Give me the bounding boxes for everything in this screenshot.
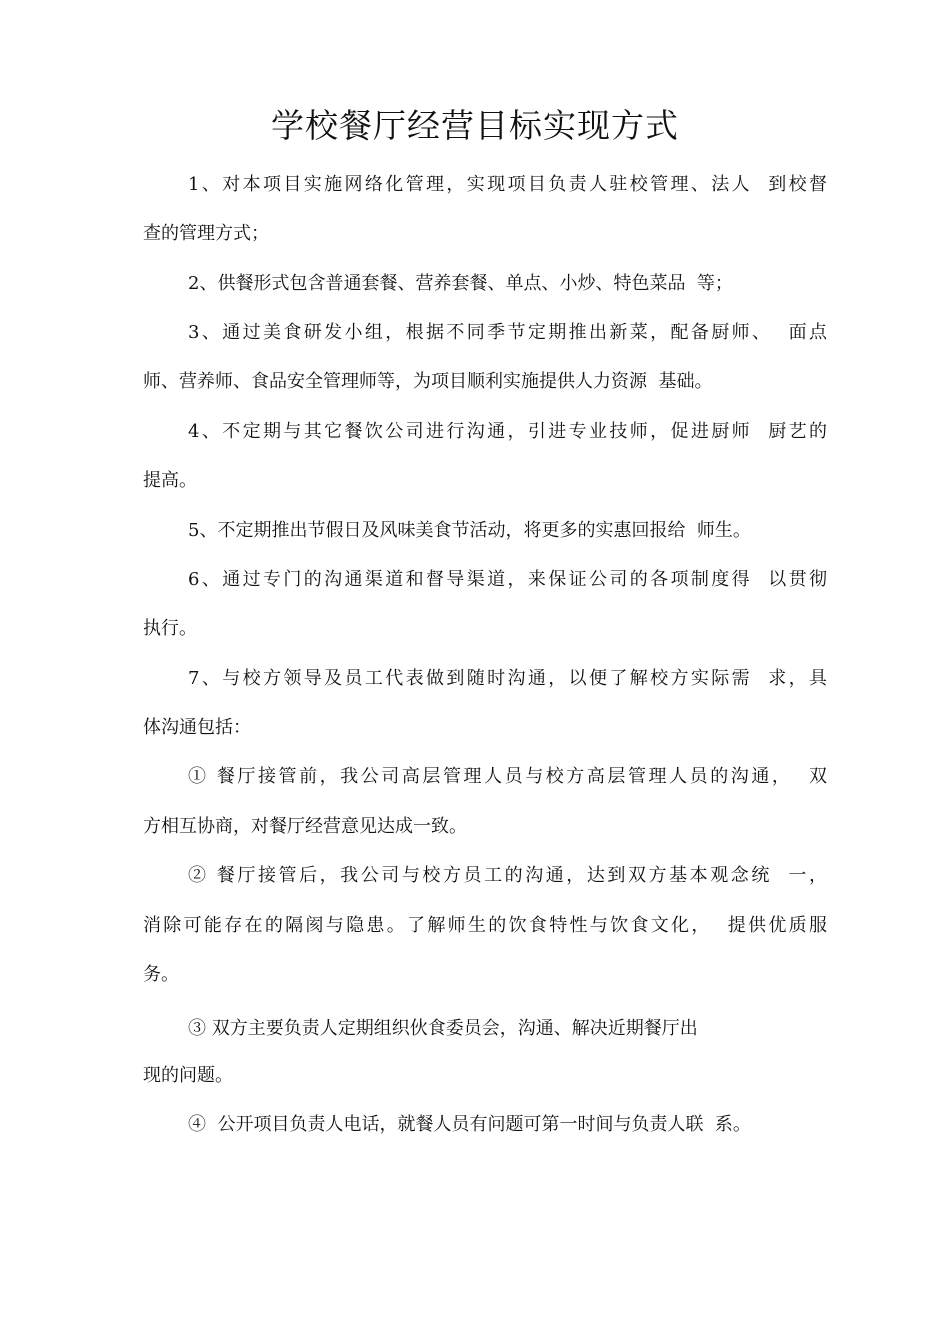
paragraph-line: 体沟通包括：: [143, 717, 251, 738]
paragraph-line: 4、不定期与其它餐饮公司进行沟通，引进专业技师，促进厨师 厨艺的: [188, 421, 827, 442]
paragraph-line: ③ 双方主要负责人定期组织伙食委员会，沟通、解决近期餐厅出: [188, 1018, 698, 1039]
paragraph-line: 务。: [143, 964, 179, 985]
paragraph-line: ④ 公开项目负责人电话，就餐人员有问题可第一时间与负责人联 系。: [188, 1114, 751, 1135]
paragraph-line: 现的问题。: [143, 1065, 233, 1086]
paragraph-line: ② 餐厅接管后，我公司与校方员工的沟通，达到双方基本观念统 一，: [188, 865, 827, 886]
paragraph-line: ① 餐厅接管前，我公司高层管理人员与校方高层管理人员的沟通， 双: [188, 766, 827, 787]
document-title: 学校餐厅经营目标实现方式: [271, 106, 679, 145]
paragraph-line: 2、供餐形式包含普通套餐、营养套餐、单点、小炒、特色菜品 等；: [188, 273, 733, 294]
paragraph-line: 5、不定期推出节假日及风味美食节活动，将更多的实惠回报给 师生。: [188, 520, 751, 541]
paragraph-line: 查的管理方式；: [143, 223, 269, 244]
paragraph-line: 提高。: [143, 470, 197, 491]
paragraph-line: 1、对本项目实施网络化管理，实现项目负责人驻校管理、法人 到校督: [188, 174, 827, 195]
paragraph-line: 7、与校方领导及员工代表做到随时沟通，以便了解校方实际需 求，具: [188, 668, 827, 689]
paragraph-line: 消除可能存在的隔阂与隐患。了解师生的饮食特性与饮食文化， 提供优质服: [143, 915, 827, 936]
paragraph-line: 执行。: [143, 618, 197, 639]
paragraph-line: 6、通过专门的沟通渠道和督导渠道，来保证公司的各项制度得 以贯彻: [188, 569, 827, 590]
paragraph-line: 方相互协商，对餐厅经营意见达成一致。: [143, 816, 467, 837]
paragraph-line: 3、通过美食研发小组，根据不同季节定期推出新菜，配备厨师、 面点: [188, 322, 827, 343]
paragraph-line: 师、营养师、食品安全管理师等，为项目顺利实施提供人力资源 基础。: [143, 371, 713, 392]
